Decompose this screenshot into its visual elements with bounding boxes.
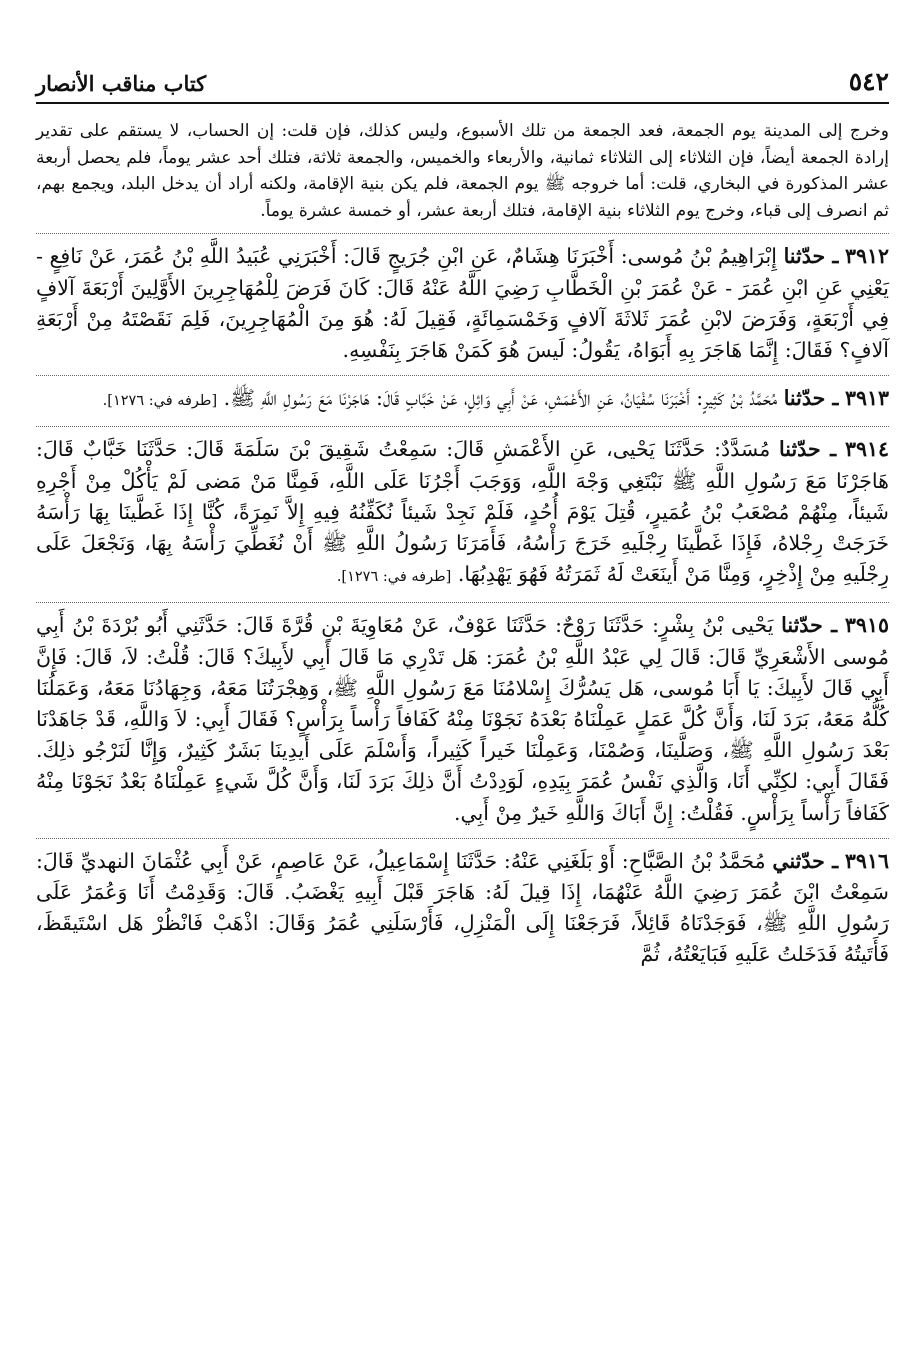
running-header	[36, 56, 889, 104]
hadith-number: ٣٩١٥	[844, 613, 889, 638]
hadith-text: إِبْرَاهِيمُ بْنُ مُوسى: أَخْبَرَنَا هِشَامٌ، عَنِ ابْنِ جُرَيجٍ قَالَ: أَخْبَرَنِي عُبَيدُ اللَّهِ بْنُ عُمَرَ، عَنْ نَافِعٍ - يَعْنِي عَنِ ابْنِ عُمَرَ - عَنْ عُمَرَ بْنِ الْخَطَّابِ رَضِيَ اللَّهُ عَنْهُ قَالَ: كَانَ فَرَضَ لِلْمُهَاجِرِينَ الأَوَّلِينَ أَرْبَعَةَ آلافٍ فِي أَرْبَعَةٍ، وَفَرَضَ لابْنِ عُمَرَ ثَلاثَةَ آلافٍ وَخَمْسَمِائَةٍ، فَقِيلَ لَهُ: هُوَ مِنَ الْمُهَاجِرِينَ، فَلِمَ نَقَصْتَهُ مِنْ أَرْبَعَةِ آلافٍ؟ فَقَالَ: إِنَّمَا هَاجَرَ بِهِ أَبَوَاهُ، يَقُولُ: لَيسَ هُوَ كَمَنْ هَاجَرَ بِنَفْسِهِ.	[36, 244, 889, 362]
hadith-number: ٣٩١٦	[844, 848, 889, 873]
cross-reference: [طرفه في: ١٢٧٦].	[336, 569, 452, 586]
hadith-number: ٣٩١٣	[844, 386, 889, 411]
hadith-narration-opening: حدّثنا	[783, 244, 826, 269]
hadith-number: ٣٩١٤	[844, 437, 889, 462]
hadith-narration-opening: حدّثنا	[779, 437, 821, 462]
hadith-3916: ٣٩١٦ ـ حدّثني مُحَمَّدُ بْنُ الصَّبَّاحِ: أَوْ بَلَغَنِي عَنْهُ: حَدَّثَنَا إِسْمَاعِيلُ، عَنْ عَاصِمٍ، عَنْ أَبِي عُثْمَانَ النهديِّ قَالَ: سَمِعْتُ ابْنَ عُمَرَ رَضِيَ اللَّهُ عَنْهُمَا، إِذَا قِيلَ لَهُ: هَاجَرَ قَبْلَ أَبِيهِ يَغْضَبُ. قَالَ: وَقَدِمْتُ أَنَا وَعُمَرُ عَلَى رَسُولِ اللَّهِ ﷺ، فَوَجَدْنَاهُ قَائِلاً، فَرَجَعْنَا إِلَى الْمَنْزِلِ، فَأَرْسَلَنِي عُمَرُ وَقَالَ: اذْهَبْ فَانْظُرْ هَل اسْتَيقَظَ، فَأَتَيتُهُ فَدَخَلتُ عَلَيهِ فَبَايَعْتُهُ، ثُمَّ	[36, 838, 889, 971]
page-body	[36, 118, 889, 971]
book-title: كتاب مناقب الأنصار	[36, 71, 207, 96]
hadith-3914: ٣٩١٤ ـ حدّثنا مُسَدَّدٌ: حَدَّثَنَا يَحْيى، عَنِ الأَعْمَشِ قَالَ: سَمِعْتُ شَقِيقَ بْنَ سَلَمَةَ قَالَ: حَدَّثَنَا خَبَّابٌ قَالَ: هَاجَرْنَا مَعَ رَسُولِ اللَّهِ ﷺ نَبْتَغِي وَجْهَ اللَّهِ، وَوَجَبَ أَجْرُنَا عَلَى اللَّهِ، فَمِنَّا مَنْ مَضى لَمْ يَأْكُلْ مِنْ أَجْرِهِ شَيئاً، مِنْهُمْ مُصْعَبُ بْنُ عُمَيرٍ، قُتِلَ يَوْمَ أُحُدٍ، فَلَمْ نَجِدْ شَيئاً نُكَفِّنُهُ فِيهِ إِلاَّ نَمِرَةً، كُنَّا إِذَا غَطَّينَا بِهَا رَأْسَهُ خَرَجَتْ رِجْلاهُ، فَإِذَا غَطَّينَا رِجْلَيهِ خَرَجَ رَأْسُهُ، فَأَمَرَنَا رَسُولُ اللَّهِ ﷺ أَنْ نُغَطِّيَ رَأْسَهُ بِهَا، وَنَجْعَلَ عَلَى رِجْلَيهِ مِنْ إِذْخِرٍ، وَمِنَّا مَنْ أَينَعَتْ لَهُ ثَمَرَتُهُ فَهُوَ يَهْدِبُهَا. [طرفه في: ١٢٧٦].	[36, 426, 889, 593]
hadith-text: مُسَدَّدٌ: حَدَّثَنَا يَحْيى، عَنِ الأَعْمَشِ قَالَ: سَمِعْتُ شَقِيقَ بْنَ سَلَمَةَ قَالَ: حَدَّثَنَا خَبَّابٌ قَالَ: هَاجَرْنَا مَعَ رَسُولِ اللَّهِ ﷺ نَبْتَغِي وَجْهَ اللَّهِ، وَوَجَبَ أَجْرُنَا عَلَى اللَّهِ، فَمِنَّا مَنْ مَضى لَمْ يَأْكُلْ مِنْ أَجْرِهِ شَيئاً، مِنْهُمْ مُصْعَبُ بْنُ عُمَيرٍ، قُتِلَ يَوْمَ أُحُدٍ، فَلَمْ نَجِدْ شَيئاً نُكَفِّنُهُ فِيهِ إِلاَّ نَمِرَةً، كُنَّا إِذَا غَطَّينَا بِهَا رَأْسَهُ خَرَجَتْ رِجْلاهُ، فَإِذَا غَطَّينَا رِجْلَيهِ خَرَجَ رَأْسُهُ، فَأَمَرَنَا رَسُولُ اللَّهِ ﷺ أَنْ نُغَطِّيَ رَأْسَهُ بِهَا، وَنَجْعَلَ عَلَى رِجْلَيهِ مِنْ إِذْخِرٍ، وَمِنَّا مَنْ أَينَعَتْ لَهُ ثَمَرَتُهُ فَهُوَ يَهْدِبُهَا.	[36, 437, 889, 587]
hadith-text: مُحَمَّدُ بْنُ الصَّبَّاحِ: أَوْ بَلَغَنِي عَنْهُ: حَدَّثَنَا إِسْمَاعِيلُ، عَنْ عَاصِمٍ، عَنْ أَبِي عُثْمَانَ النهديِّ قَالَ: سَمِعْتُ ابْنَ عُمَرَ رَضِيَ اللَّهُ عَنْهُمَا، إِذَا قِيلَ لَهُ: هَاجَرَ قَبْلَ أَبِيهِ يَغْضَبُ. قَالَ: وَقَدِمْتُ أَنَا وَعُمَرُ عَلَى رَسُولِ اللَّهِ ﷺ، فَوَجَدْنَاهُ قَائِلاً، فَرَجَعْنَا إِلَى الْمَنْزِلِ، فَأَرْسَلَنِي عُمَرُ وَقَالَ: اذْهَبْ فَانْظُرْ هَل اسْتَيقَظَ، فَأَتَيتُهُ فَدَخَلتُ عَلَيهِ فَبَايَعْتُهُ، ثُمَّ	[36, 848, 889, 967]
hadith-text: يَحْيى بْنُ بِشْرٍ: حَدَّثَنَا رَوْحٌ: حَدَّثَنَا عَوْفٌ، عَنْ مُعَاوِيَةَ بْنِ قُرَّةَ قَالَ: حَدَّثَنِي أَبُو بُرْدَةَ بْنُ أَبِي مُوسى الأَشْعَرِيِّ قَالَ: قَالَ لِي عَبْدُ اللَّهِ بْنُ عُمَرَ: هَل تَدْرِي مَا قَالَ أَبِي لأَبِيكَ؟ قَالَ: قُلْتُ: لاَ، قَالَ: فَإِنَّ أَبِي قَالَ لأَبِيكَ: يَا أَبَا مُوسى، هَل يَسُرُّكَ إِسْلامُنَا مَعَ رَسُولِ اللَّهِ ﷺ، وَهِجْرَتُنَا مَعَهُ، وَجِهَادُنَا مَعَهُ، وَعَمَلُنَا كُلُّهُ مَعَهُ، بَرَدَ لَنَا، وَأَنَّ كُلَّ عَمَلٍ عَمِلْنَاهُ بَعْدَهُ نَجَوْنَا مِنْهُ كَفَافاً رَأْساً بِرَأْسٍ؟ فَقَالَ أَبِي: لاَ وَاللَّهِ، قَدْ جَاهَدْنَا بَعْدَ رَسُولِ اللَّهِ ﷺ، وَصَلَّينَا، وَصُمْنَا، وَعَمِلْنَا خَيراً كَثِيراً، وَأَسْلَمَ عَلَى أَيدِينَا بَشَرٌ كَثِيرٌ، وَإِنَّا لَنَرْجُو ذلِكَ. فَقَالَ أَبِي: لكِنِّي أَنَا، وَالَّذِي نَفْسُ عُمَرَ بِيَدِهِ، لَوَدِدْتُ أَنَّ ذلِكَ بَرَدَ لَنَا، وَأَنَّ كُلَّ شَيءٍ عَمِلْنَاهُ بَعْدُ نَجَوْنَا مِنْهُ كَفَافاً رَأْساً بِرَأْسٍ. فَقُلْتُ: إِنَّ أَبَاكَ وَاللَّهِ خَيرٌ مِنْ أَبِي.	[36, 613, 889, 825]
hadith-number: ٣٩١٢	[844, 244, 889, 269]
commentary-paragraph: وخرج إلى المدينة يوم الجمعة، فعد الجمعة من تلك الأسبوع، وليس كذلك، فإن قلت: إن الحساب، لا يستقم على تقدير إرادة الجمعة أيضاً، فإن الثلاثاء إلى الثلاثاء ثمانية، والأربعاء والخميس، والجمعة ثلاثة، فتلك أحد عشر يوماً، فلم يحصل أربعة عشر المذكورة في البخاري، قلت: أما خروجه ﷺ يوم الجمعة، فلم يكن بنية الإقامة، ولكنه أراد أن يدخل البلد، ويجمع بهم، ثم انصرف إلى قباء، وخرج يوم الثلاثاء بنية الإقامة، فتلك أربعة عشر، أو خمسة عشرة يوماً.	[36, 121, 889, 221]
hadith-3912: ٣٩١٢ ـ حدّثنا إِبْرَاهِيمُ بْنُ مُوسى: أَخْبَرَنَا هِشَامٌ، عَنِ ابْنِ جُرَيجٍ قَالَ: أَخْبَرَنِي عُبَيدُ اللَّهِ بْنُ عُمَرَ، عَنْ نَافِعٍ - يَعْنِي عَنِ ابْنِ عُمَرَ - عَنْ عُمَرَ بْنِ الْخَطَّابِ رَضِيَ اللَّهُ عَنْهُ قَالَ: كَانَ فَرَضَ لِلْمُهَاجِرِينَ الأَوَّلِينَ أَرْبَعَةَ آلافٍ فِي أَرْبَعَةٍ، وَفَرَضَ لابْنِ عُمَرَ ثَلاثَةَ آلافٍ وَخَمْسَمِائَةٍ، فَقِيلَ لَهُ: هُوَ مِنَ الْمُهَاجِرِينَ، فَلِمَ نَقَصْتَهُ مِنْ أَرْبَعَةِ آلافٍ؟ فَقَالَ: إِنَّمَا هَاجَرَ بِهِ أَبَوَاهُ، يَقُولُ: لَيسَ هُوَ كَمَنْ هَاجَرَ بِنَفْسِهِ.	[36, 233, 889, 366]
page-number: ٥٤٢	[848, 67, 889, 96]
hadith-narration-opening: حدّثنا	[781, 613, 823, 638]
cross-reference: [طرفه في: ١٢٧٦].	[102, 393, 218, 410]
hadith-3915: ٣٩١٥ ـ حدّثنا يَحْيى بْنُ بِشْرٍ: حَدَّثَنَا رَوْحٌ: حَدَّثَنَا عَوْفٌ، عَنْ مُعَاوِيَةَ بْنِ قُرَّةَ قَالَ: حَدَّثَنِي أَبُو بُرْدَةَ بْنُ أَبِي مُوسى الأَشْعَرِيِّ قَالَ: قَالَ لِي عَبْدُ اللَّهِ بْنُ عُمَرَ: هَل تَدْرِي مَا قَالَ أَبِي لأَبِيكَ؟ قَالَ: قُلْتُ: لاَ، قَالَ: فَإِنَّ أَبِي قَالَ لأَبِيكَ: يَا أَبَا مُوسى، هَل يَسُرُّكَ إِسْلامُنَا مَعَ رَسُولِ اللَّهِ ﷺ، وَهِجْرَتُنَا مَعَهُ، وَجِهَادُنَا مَعَهُ، وَعَمَلُنَا كُلُّهُ مَعَهُ، بَرَدَ لَنَا، وَأَنَّ كُلَّ عَمَلٍ عَمِلْنَاهُ بَعْدَهُ نَجَوْنَا مِنْهُ كَفَافاً رَأْساً بِرَأْسٍ؟ فَقَالَ أَبِي: لاَ وَاللَّهِ، قَدْ جَاهَدْنَا بَعْدَ رَسُولِ اللَّهِ ﷺ، وَصَلَّينَا، وَصُمْنَا، وَعَمِلْنَا خَيراً كَثِيراً، وَأَسْلَمَ عَلَى أَيدِينَا بَشَرٌ كَثِيرٌ، وَإِنَّا لَنَرْجُو ذلِكَ. فَقَالَ أَبِي: لكِنِّي أَنَا، وَالَّذِي نَفْسُ عُمَرَ بِيَدِهِ، لَوَدِدْتُ أَنَّ ذلِكَ بَرَدَ لَنَا، وَأَنَّ كُلَّ شَيءٍ عَمِلْنَاهُ بَعْدُ نَجَوْنَا مِنْهُ كَفَافاً رَأْساً بِرَأْسٍ. فَقُلْتُ: إِنَّ أَبَاكَ وَاللَّهِ خَيرٌ مِنْ أَبِي.	[36, 602, 889, 828]
hadith-text: مُحَمَّدُ بْنُ كَثِيرٍ: أَخْبَرَنَا سُفْيَانُ، عَنِ الأَعْمَشِ، عَنْ أَبِي وَائِلٍ، عَنْ خَبَّابٍ قَالَ: هَاجَرْنَا مَعَ رَسُولِ اللَّهِ ﷺ.	[223, 386, 778, 411]
hadith-narration-opening: حدّثنا	[783, 386, 826, 411]
hadith-narration-opening: حدّثني	[772, 848, 825, 873]
hadith-3913: ٣٩١٣ ـ حدّثنا مُحَمَّدُ بْنُ كَثِيرٍ: أَخْبَرَنَا سُفْيَانُ، عَنِ الأَعْمَشِ، عَنْ أَبِي وَائِلٍ، عَنْ خَبَّابٍ قَالَ: هَاجَرْنَا مَعَ رَسُولِ اللَّهِ ﷺ. [طرفه في: ١٢٧٦].	[36, 375, 889, 417]
